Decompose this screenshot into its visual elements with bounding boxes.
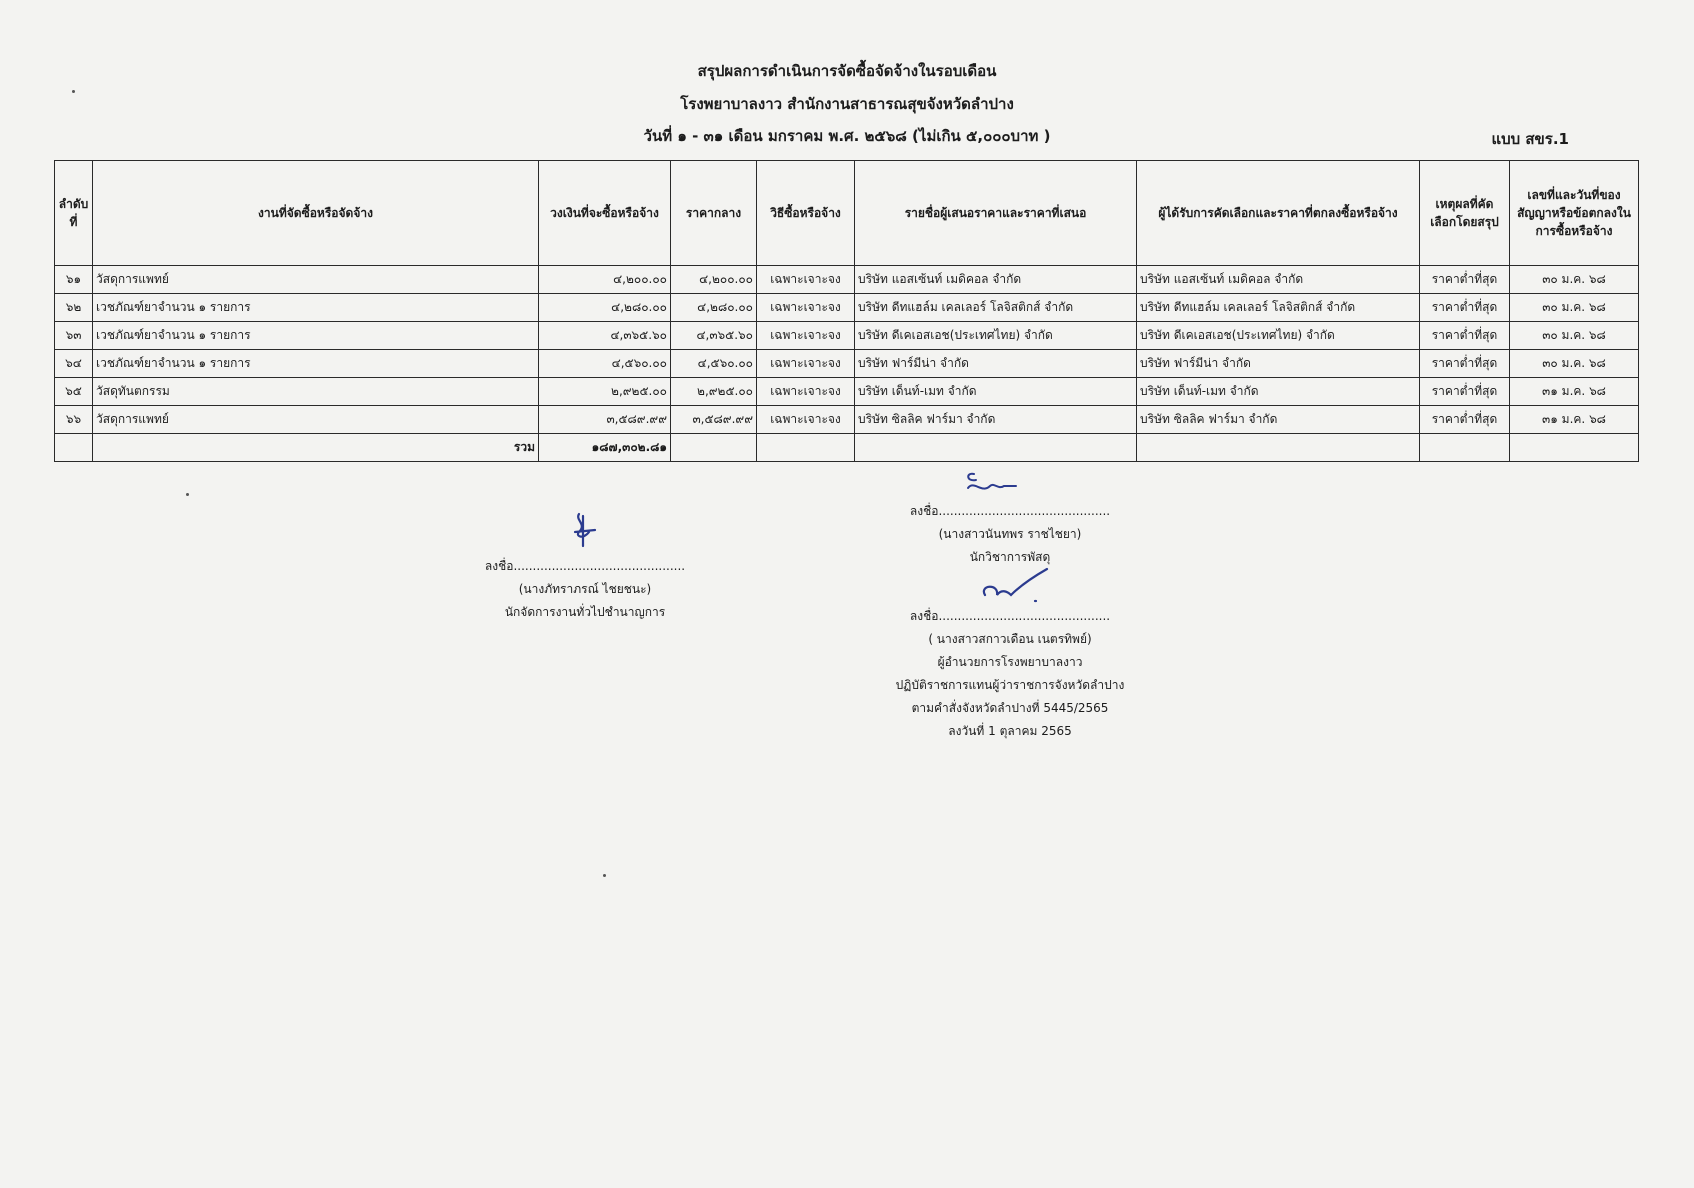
cell-median-price: ๓,๕๘๙.๙๙ — [671, 406, 757, 434]
cell-contract: ๓๐ ม.ค. ๖๘ — [1510, 294, 1639, 322]
cell-winner: บริษัท แอสเซ้นท์ เมดิคอล จำกัด — [1137, 266, 1420, 294]
cell-budget: ๒,๙๒๕.๐๐ — [539, 378, 671, 406]
table-header-row — [55, 161, 1639, 266]
table-row — [55, 378, 1639, 406]
signature-block-mid-1 — [890, 500, 1130, 569]
table-row — [55, 350, 1639, 378]
cell-method: เฉพาะเจาะจง — [757, 322, 855, 350]
title-line-1: สรุปผลการดำเนินการจัดซื้อจัดจ้างในรอบเดือน — [697, 62, 997, 80]
col-header-bidders: รายชื่อผู้เสนอราคาและราคาที่เสนอ — [855, 161, 1137, 266]
cell-method: เฉพาะเจาะจง — [757, 266, 855, 294]
col-header-contract: เลขที่และวันที่ของสัญญาหรือข้อตกลงในการซื้อหรือจ้าง — [1510, 161, 1639, 266]
cell-budget: ๓,๕๘๙.๙๙ — [539, 406, 671, 434]
cell-no: ๖๓ — [55, 322, 93, 350]
cell-item: วัสดุการแพทย์ — [93, 406, 539, 434]
signature-block-mid-2 — [860, 605, 1160, 743]
cell-median-price: ๔,๒๘๐.๐๐ — [671, 294, 757, 322]
signer-position: นักจัดการงานทั่วไปชำนาญการ — [504, 605, 666, 619]
cell-reason: ราคาต่ำที่สุด — [1420, 294, 1510, 322]
cell-bidders: บริษัท ซิลลิค ฟาร์มา จำกัด — [855, 406, 1137, 434]
title-line-3: วันที่ ๑ - ๓๑ เดือน มกราคม พ.ศ. ๒๕๖๘ (ไม่เกิน ๕,๐๐๐บาท ) — [643, 127, 1051, 145]
total-value: ๑๘๗,๓๐๒.๘๑ — [539, 434, 671, 462]
cell-item: เวชภัณฑ์ยาจำนวน ๑ รายการ — [93, 322, 539, 350]
scan-speck — [186, 493, 189, 496]
cell-reason: ราคาต่ำที่สุด — [1420, 322, 1510, 350]
cell-bidders: บริษัท แอสเซ้นท์ เมดิคอล จำกัด — [855, 266, 1137, 294]
cell-reason: ราคาต่ำที่สุด — [1420, 266, 1510, 294]
col-header-reason: เหตุผลที่คัดเลือกโดยสรุป — [1420, 161, 1510, 266]
cell-median-price: ๔,๓๖๕.๖๐ — [671, 322, 757, 350]
cell-contract: ๓๑ ม.ค. ๖๘ — [1510, 378, 1639, 406]
cell-empty — [55, 434, 93, 462]
signer-name: (นางภัทราภรณ์ ไชยชนะ) — [518, 582, 652, 596]
form-code: แบบ สขร.1 — [1491, 130, 1569, 148]
cell-winner: บริษัท ซิลลิค ฟาร์มา จำกัด — [1137, 406, 1420, 434]
handwritten-signature-mid-1 — [960, 468, 1020, 502]
title-line-2: โรงพยาบาลงาว สำนักงานสาธารณสุขจังหวัดลำปาง — [680, 95, 1014, 113]
cell-item: เวชภัณฑ์ยาจำนวน ๑ รายการ — [93, 350, 539, 378]
cell-empty — [671, 434, 757, 462]
total-row — [55, 434, 1639, 462]
col-header-budget: วงเงินที่จะซื้อหรือจ้าง — [539, 161, 671, 266]
cell-bidders: บริษัท ดีทแฮล์ม เคลเลอร์ โลจิสติกส์ จำกัด — [855, 294, 1137, 322]
cell-item: วัสดุทันตกรรม — [93, 378, 539, 406]
signer-date: ลงวันที่ 1 ตุลาคม 2565 — [948, 724, 1072, 738]
cell-empty — [1420, 434, 1510, 462]
scan-speck — [72, 90, 75, 93]
signer-order: ตามคำสั่งจังหวัดลำปางที่ 5445/2565 — [911, 701, 1109, 715]
cell-winner: บริษัท ฟาร์มีน่า จำกัด — [1137, 350, 1420, 378]
cell-method: เฉพาะเจาะจง — [757, 406, 855, 434]
cell-empty — [757, 434, 855, 462]
cell-contract: ๓๐ ม.ค. ๖๘ — [1510, 266, 1639, 294]
table-row — [55, 406, 1639, 434]
cell-bidders: บริษัท ฟาร์มีน่า จำกัด — [855, 350, 1137, 378]
cell-reason: ราคาต่ำที่สุด — [1420, 406, 1510, 434]
table-row — [55, 322, 1639, 350]
handwritten-signature-mid-2 — [975, 565, 1055, 605]
cell-reason: ราคาต่ำที่สุด — [1420, 350, 1510, 378]
cell-reason: ราคาต่ำที่สุด — [1420, 378, 1510, 406]
sign-line: ลงชื่อ............................................. — [484, 559, 686, 573]
cell-empty — [1137, 434, 1420, 462]
table-row — [55, 266, 1639, 294]
cell-no: ๖๔ — [55, 350, 93, 378]
sign-line: ลงชื่อ............................................. — [909, 504, 1111, 518]
cell-budget: ๔,๕๖๐.๐๐ — [539, 350, 671, 378]
signer-position: นักวิชาการพัสดุ — [969, 550, 1051, 564]
handwritten-signature-left — [565, 510, 605, 550]
cell-method: เฉพาะเจาะจง — [757, 294, 855, 322]
col-header-no: ลำดับที่ — [55, 161, 93, 266]
cell-contract: ๓๑ ม.ค. ๖๘ — [1510, 406, 1639, 434]
signature-block-left — [470, 555, 700, 624]
cell-budget: ๔,๓๖๕.๖๐ — [539, 322, 671, 350]
total-label: รวม — [93, 434, 539, 462]
sign-line: ลงชื่อ............................................. — [909, 609, 1111, 623]
cell-empty — [855, 434, 1137, 462]
cell-bidders: บริษัท เด็นท์-เมท จำกัด — [855, 378, 1137, 406]
col-header-median-price: ราคากลาง — [671, 161, 757, 266]
scan-speck — [603, 874, 606, 877]
cell-no: ๖๕ — [55, 378, 93, 406]
table-row — [55, 294, 1639, 322]
cell-method: เฉพาะเจาะจง — [757, 378, 855, 406]
signer-name: ( นางสาวสกาวเดือน เนตรทิพย์) — [928, 632, 1092, 646]
cell-contract: ๓๐ ม.ค. ๖๘ — [1510, 350, 1639, 378]
cell-budget: ๔,๒๘๐.๐๐ — [539, 294, 671, 322]
cell-budget: ๔,๒๐๐.๐๐ — [539, 266, 671, 294]
cell-median-price: ๔,๕๖๐.๐๐ — [671, 350, 757, 378]
signer-position-1: ผู้อำนวยการโรงพยาบาลงาว — [937, 655, 1083, 669]
cell-winner: บริษัท เด็นท์-เมท จำกัด — [1137, 378, 1420, 406]
col-header-winner: ผู้ได้รับการคัดเลือกและราคาที่ตกลงซื้อหรือจ้าง — [1137, 161, 1420, 266]
cell-winner: บริษัท ดีทแฮล์ม เคลเลอร์ โลจิสติกส์ จำกัด — [1137, 294, 1420, 322]
cell-no: ๖๖ — [55, 406, 93, 434]
procurement-table — [54, 160, 1639, 462]
cell-winner: บริษัท ดีเคเอสเอช(ประเทศไทย) จำกัด — [1137, 322, 1420, 350]
cell-item: วัสดุการแพทย์ — [93, 266, 539, 294]
cell-method: เฉพาะเจาะจง — [757, 350, 855, 378]
col-header-item: งานที่จัดซื้อหรือจัดจ้าง — [93, 161, 539, 266]
cell-bidders: บริษัท ดีเคเอสเอช(ประเทศไทย) จำกัด — [855, 322, 1137, 350]
cell-item: เวชภัณฑ์ยาจำนวน ๑ รายการ — [93, 294, 539, 322]
cell-median-price: ๔,๒๐๐.๐๐ — [671, 266, 757, 294]
col-header-method: วิธีซื้อหรือจ้าง — [757, 161, 855, 266]
signer-position-2: ปฏิบัติราชการแทนผู้ว่าราชการจังหวัดลำปาง — [895, 678, 1125, 692]
cell-median-price: ๒,๙๒๕.๐๐ — [671, 378, 757, 406]
cell-no: ๖๑ — [55, 266, 93, 294]
cell-empty — [1510, 434, 1639, 462]
cell-contract: ๓๐ ม.ค. ๖๘ — [1510, 322, 1639, 350]
cell-no: ๖๒ — [55, 294, 93, 322]
signer-name: (นางสาวนันทพร ราชไชยา) — [938, 527, 1082, 541]
